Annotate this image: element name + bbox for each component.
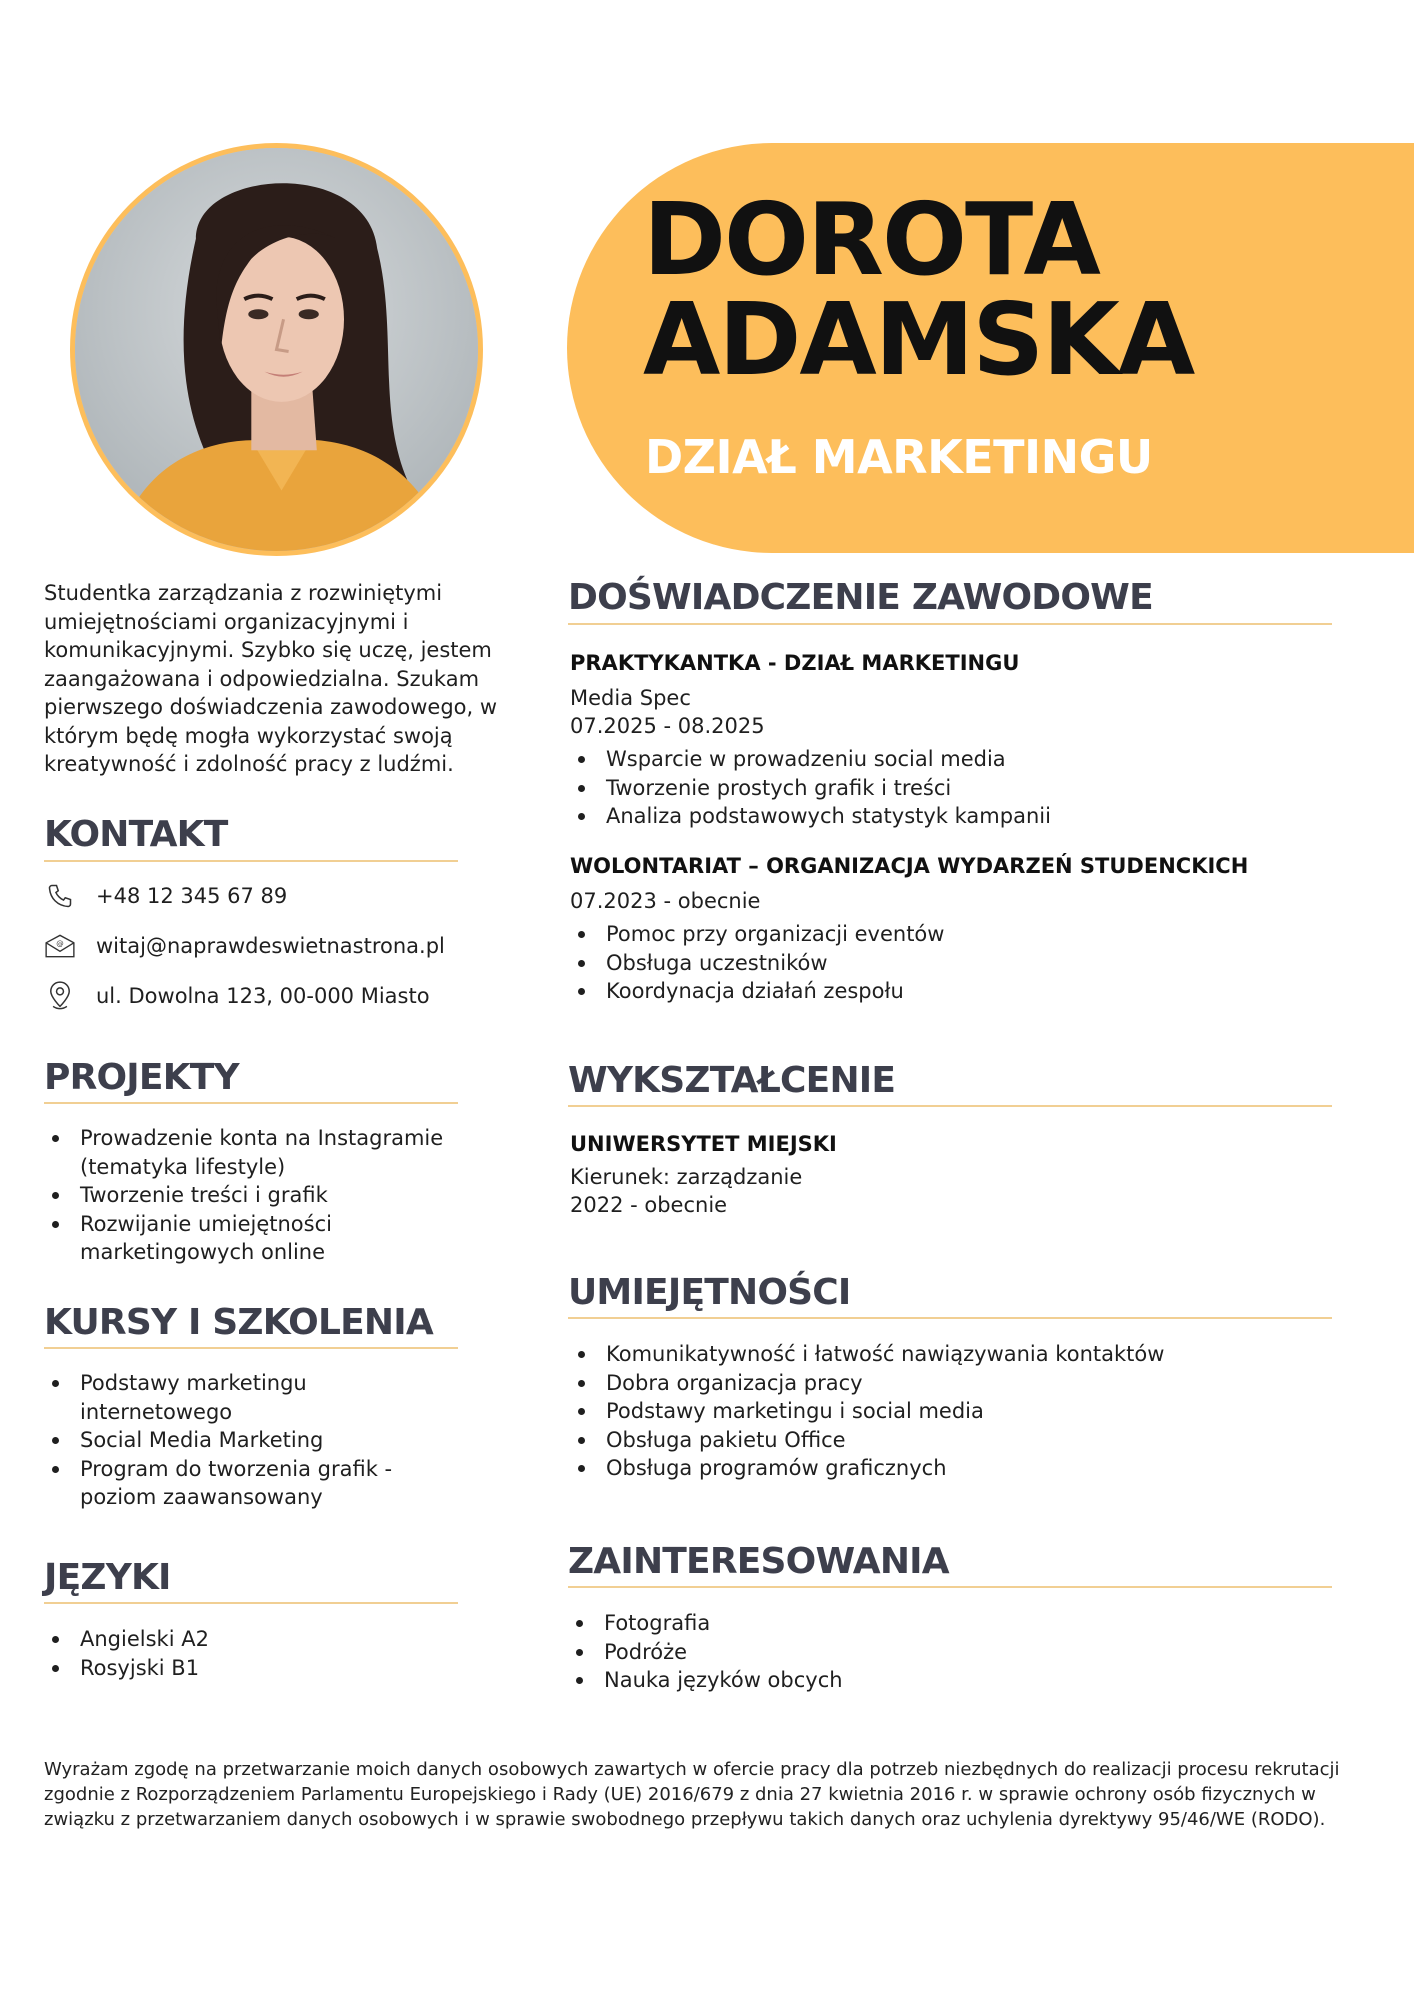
education-heading: WYKSZTAŁCENIE [568, 1060, 896, 1101]
list-item: Podróże [568, 1638, 1328, 1667]
list-item: Podstawy marketingu internetowego [44, 1369, 434, 1426]
interests-heading: ZAINTERESOWANIA [568, 1541, 949, 1582]
first-name: DOROTA [643, 181, 1099, 298]
svg-text:@: @ [56, 939, 64, 948]
list-item: Program do tworzenia grafik - poziom zaawansowany [44, 1455, 434, 1512]
last-name: ADAMSKA [643, 281, 1194, 398]
list-item: Fotografia [568, 1609, 1328, 1638]
phone-number[interactable]: +48 12 345 67 89 [96, 884, 288, 908]
education-field: Kierunek: zarządzanie [570, 1165, 803, 1189]
list-item: Obsługa uczestników [570, 949, 1330, 978]
profile-summary: Studentka zarządzania z rozwiniętymi umiejętnościami organizacyjnymi i komunikacyjnymi. Szybko się uczę, jestem zaangażowana i odpowiedzialna. Szukam pierwszego doświadczenia zawodowego, w którym będę mogła wykorzystać swoją kreatywność i zdolność pracy z ludźmi. [44, 581, 498, 776]
email-icon [44, 930, 76, 962]
languages-list [44, 1625, 444, 1682]
list-item: Tworzenie treści i grafik [44, 1181, 484, 1210]
list-item: Obsługa programów graficznych [570, 1454, 1330, 1483]
list-item: Prowadzenie konta na Instagramie (tematyka lifestyle) [44, 1124, 484, 1181]
street-address: ul. Dowolna 123, 00-000 Miasto [96, 984, 430, 1008]
full-name [643, 181, 1194, 398]
portrait-illustration [75, 148, 478, 551]
contact-email [44, 930, 445, 962]
school-name: UNIWERSYTET MIEJSKI [570, 1132, 837, 1156]
education-dates: 2022 - obecnie [570, 1193, 728, 1217]
list-item: Dobra organizacja pracy [570, 1369, 1330, 1398]
skills-divider [568, 1317, 1332, 1319]
interests-list [568, 1609, 1328, 1695]
list-item: Analiza podstawowych statystyk kampanii [570, 802, 1330, 831]
job-title: WOLONTARIAT – ORGANIZACJA WYDARZEŃ STUDENCKICH [570, 854, 1249, 878]
list-item: Komunikatywność i łatwość nawiązywania kontaktów [570, 1340, 1330, 1369]
courses-divider [44, 1347, 458, 1349]
courses-heading: KURSY I SZKOLENIA [44, 1302, 433, 1343]
experience-heading: DOŚWIADCZENIE ZAWODOWE [568, 577, 1153, 618]
list-item: Social Media Marketing [44, 1426, 434, 1455]
projects-heading: PROJEKTY [44, 1057, 239, 1098]
list-item: Pomoc przy organizacji eventów [570, 920, 1330, 949]
list-item: Podstawy marketingu i social media [570, 1397, 1330, 1426]
job-dates: 07.2023 - obecnie [570, 889, 761, 913]
education-divider [568, 1105, 1332, 1107]
skills-list [570, 1340, 1330, 1483]
job-role: DZIAŁ MARKETINGU [645, 430, 1153, 484]
list-item: Rozwijanie umiejętności marketingowych online [44, 1210, 484, 1267]
list-item: Rosyjski B1 [44, 1654, 444, 1683]
list-item: Tworzenie prostych grafik i treści [570, 774, 1330, 803]
interests-divider [568, 1586, 1332, 1588]
contact-address [44, 980, 430, 1012]
profile-photo [70, 143, 483, 556]
languages-divider [44, 1602, 458, 1604]
languages-heading: JĘZYKI [44, 1557, 171, 1598]
gdpr-consent-clause: Wyrażam zgodę na przetwarzanie moich danych osobowych zawartych w ofercie pracy dla potrzeb niezbędnych do realizacji procesu rekrutacji zgodnie z Rozporządzeniem Parlamentu Europejskiego i Rady (UE) 2016/679 z dnia 27 kwietnia 2016 r. w sprawie ochrony osób fizycznych w związku z przetwarzaniem danych osobowych i w sprawie swobodnego przepływu takich danych oraz uchylenia dyrektywy 95/46/WE (RODO). [44, 1759, 1340, 1830]
contact-phone [44, 880, 287, 912]
email-address[interactable]: witaj@naprawdeswietnastrona.pl [96, 934, 445, 958]
location-icon [44, 980, 76, 1012]
phone-icon [44, 880, 76, 912]
job-duties-list [570, 920, 1330, 1006]
projects-divider [44, 1102, 458, 1104]
courses-list [44, 1369, 434, 1512]
contact-divider [44, 860, 458, 862]
skills-heading: UMIEJĘTNOŚCI [568, 1272, 851, 1313]
list-item: Wsparcie w prowadzeniu social media [570, 745, 1330, 774]
list-item: Obsługa pakietu Office [570, 1426, 1330, 1455]
contact-heading: KONTAKT [44, 814, 228, 855]
job-title: PRAKTYKANTKA - DZIAŁ MARKETINGU [570, 651, 1020, 675]
job-company: Media Spec [570, 686, 691, 710]
list-item: Angielski A2 [44, 1625, 444, 1654]
list-item: Nauka języków obcych [568, 1666, 1328, 1695]
experience-divider [568, 623, 1332, 625]
job-dates: 07.2025 - 08.2025 [570, 714, 765, 738]
job-duties-list [570, 745, 1330, 831]
list-item: Koordynacja działań zespołu [570, 977, 1330, 1006]
projects-list [44, 1124, 484, 1267]
